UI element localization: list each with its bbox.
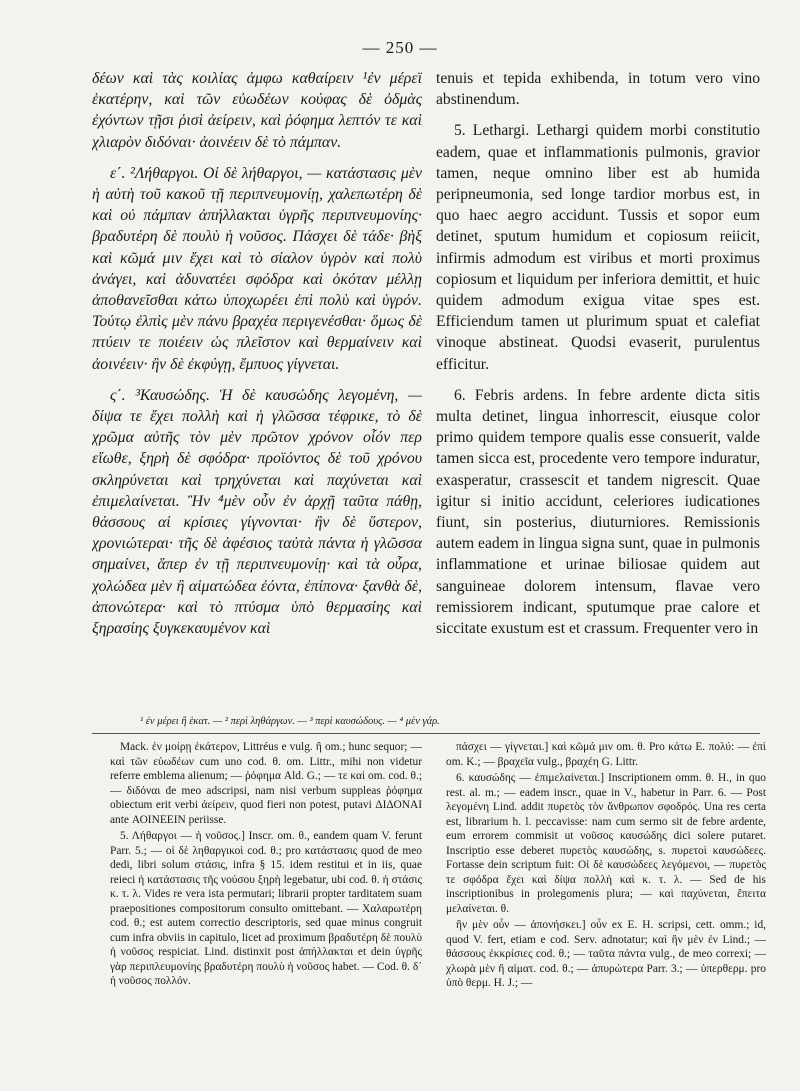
critical-apparatus-left xyxy=(110,740,422,1080)
footnote-line: ¹ ἐν μέρει ἢ ἑκατ. — ² περὶ ληθάργων. — ³ περὶ καυσώδους. — ⁴ μὲν γάρ. xyxy=(140,716,440,727)
apparatus-note: 6. καυσώδης — ἐπιμελαίνεται.] Inscriptionem omm. θ. H., in quo rest. al. m.; — eadem inscr., quae in V., habetur in Parr. 6. — Post λεγομένη Lind. addit πυρετὸς τὸν ἄνθρωπον σφοδρός. Una res certa est, librarium h. l. peccavisse: nam cum sermo sit de febre ardente, eum errorem commisit ut νοῦσος καυσώδης dici solere putaret. Inscriptio esse deberet πυρετὸς καυσώδης, s. πυρετοὶ καυσώδεες. Fortasse dein scriptum fuit: Οἱ δὲ καυσώδεες λεγόμενοι, — πυρετὸς τε σφόδρα ἔχει καὶ δίψα πολλὴ καὶ κ. τ. λ. — Sed de his inscriptionibus in prolegomenis plura; — καὶ παχύνεται, ἔπειτα μελαίνεται. θ. xyxy=(446,772,766,915)
latin-paragraph: 5. Lethargi. Lethargi quidem morbi constitutio eadem, quae et inflammationis pulmonis, gravior tamen, neque omnino liber est ab humida peripneumonia, sed longe tardior morbus est, in quo haec aegro accidunt. Tussis et sopor eum detinet, sputum humidum et copiosum reiicit, infirmis admodum est viribus et morti proximus copiosum et liquidum per inferiora demittit, et huic quidem admodum exigua vitae spes est. Efficiendum tamen ut plurimum spuat et calefiat vinoque abstineat. Quodsi evaserit, purulentus efficitur. xyxy=(436,122,760,373)
greek-paragraph: δέων καὶ τὰς κοιλίας ἀμφω καθαίρειν ¹ἐν μέρεϊ ἑκατέρην, καὶ τῶν εὐωδέων κούφας δὲ ὀδμὰς ἐχόντων τῇσι ῥισὶ ἀείρειν, καὶ ῥόφημα λεπτόν τε καὶ χλιαρὸν διδόναι· ἀοινέειν δὲ τὸ πάμπαν. xyxy=(92,70,422,151)
latin-paragraph: tenuis et tepida exhibenda, in totum vero vino abstinendum. xyxy=(436,70,760,109)
critical-apparatus-right xyxy=(446,740,766,1080)
greek-paragraph: ε΄. ²Λήθαργοι. Οἱ δὲ λήθαργοι, — κατάστασις μὲν ἡ αὐτὴ τοῦ κακοῦ τῇ περιπνευμονίῃ, χαλεπωτέρη δὲ καὶ οὐ πάμπαν ἀπήλλακται ὑγρῆς περιπνευμονίης· βραδυτέρη δὲ πουλὺ ἡ νοῦσος. Πάσχει δὲ τάδε· βὴξ καὶ κῶμά μιν ἔχει καὶ τὸ σίαλον ὑγρὸν καὶ πολὺ ἀνάγει, καὶ ἀδυνατέει σφόδρα καὶ ὁκόταν μέλλῃ ἀποθανεῖσθαι κάτω ὑποχωρέει ἐπὶ πολὺ καὶ ὑγρόν. Τούτῳ ἐλπὶς μὲν πάνυ βραχέα περιγενέσθαι· ὅμως δὲ πτύειν τε ποιέειν ὡς πλεῖστον καὶ θερμαίνειν καὶ ἀοινέειν· ἢν δὲ ἐκφύγῃ, ἔμπυος γίγνεται. xyxy=(92,164,422,373)
apparatus-note: ἢν μὲν οὖν — ἀπονήσκει.] οὖν ex E. H. scripsi, cett. omm.; id, quod V. fert, etiam e cod. Serv. adnotatur; καὶ ἢν μὲν ἐν Lind.; — θάσσους ἐκκρίσιες cod. θ.; — ταῦτα πάντα vulg., de meo correxi; — χλωρὰ μὲν ἢ αἱματ. cod. θ.; — ἀπυρώτερα Parr. 3.; — ὑπερθερμ. pro ὑπὸ θερμ. H. J.; — xyxy=(446,919,766,989)
greek-paragraph: ς΄. ³Καυσώδης. Ἡ δὲ καυσώδης λεγομένη, — δίψα τε ἔχει πολλὴ καὶ ἡ γλῶσσα τέφρικε, τὸ δὲ χρῶμα αὐτῆς τὸν μὲν πρῶτον χρόνον οἷόν περ εἴωθε, ξηρὴ δὲ σφόδρα· προϊόντος δὲ τοῦ χρόνου σκληρύνεται καὶ τρηχύνεται καὶ παχύνεται καὶ ἐπιμελαίνεται. Ἢν ⁴μὲν οὖν ἐν ἀρχῇ ταῦτα πάθῃ, θάσσους αἱ κρίσιες γίγνονται· ἢν δὲ ὕστερον, χρονιώτεραι· τῆς δὲ ἀφέσιος ταὐτὰ πάντα ἡ γλῶσσα σημαίνει, ἅπερ ἐν τῇ περιπνευμονίῃ· καὶ τὰ οὖρα, χολώδεα μὲν ἢ αἱματώδεα ἐόντα, ἐπίπονα· ξανθὰ δὲ, ἀπονώτερα· καὶ τὸ πτύσμα ὑπὸ θερμασίης καὶ ξηρασίης ξυγκεκαυμένον καὶ xyxy=(92,386,422,638)
apparatus-note: πάσχει — γίγνεται.] καὶ κῶμά μιν om. θ. Pro κάτω E. πολύ: — ἐπὶ om. K.; — βραχεῖα vulg., βραχέη G. Littr. xyxy=(446,741,766,768)
footnote-divider xyxy=(92,733,760,734)
greek-text-column xyxy=(92,68,422,703)
apparatus-note: Mack. ἐν μοίρῃ ἑκάτερον, Littréus e vulg. ἢ om.; hunc sequor; — καὶ τῶν εὐωδέων cum uno cod. θ. om. Littr., mihi non videtur referre emblema alienum; — ῥόφημα Ald. G.; — τε καὶ om. cod. θ.; — διδόναι de meo adscripsi, nam nisi verbum suppleas ῥόφημα obiectum erit verbi ἀείρειν, quod fieri non potest, putavi ΔΙΔΟΝΑΙ ante ΑΟΙΝΕΕΙΝ periisse. xyxy=(110,741,422,826)
latin-text-column xyxy=(436,68,760,703)
latin-paragraph: 6. Febris ardens. In febre ardente dicta sitis multa detinet, lingua inhorrescit, eiusque color primo quidem tempore qualis esse consuerit, valde tamen sicca est, procedente vero tempore induratur, exasperatur, crassescit et tandem nigrescit. Quae igitur si initio accidunt, celeriores iudicationes fiunt, sin posterius, diuturniores. Remissionis autem eadem in lingua signa sunt, quae in pulmonis inflammatione et urinae biliosae quidem aut sanguineae dolorem intensum, flavae vero remissiorem indicant, sputumque prae calore et siccitate exustum est et crassum. Frequenter vero in xyxy=(436,386,760,638)
apparatus-note: 5. Λήθαργοι — ἡ νοῦσος.] Inscr. om. θ., eandem quam V. ferunt Parr. 5.; — οἱ δὲ ληθαργικοὶ cod. θ.; pro κατάστασις quod de meo dedi, libri solum στάσις, infra § 15. idem restitui et in iis, quae reieci ἡ κατάστασις τῆς νούσου ξηρὴ legebatur, ubi cod. θ. ἡ στάσις κ. τ. λ. Vides re vera ista permutari; librarii propter tarditatem suam praepositiones compositorum consulto omittebant. — Χαλαρωτέρη cod. θ.; est autem correctio descriptoris, sed quae minus congruit cum infra obviis in capitulo, licet ad proximum βραδυτέρη δὲ πουλὺ ἡ νοῦσος respiciat. Lind. distinxit post ἀπήλλακται et dein ὑγρῆς γὰρ περιπλευμονίης βραδυτέρη πουλὺ ἡ νοῦσος habet. — Cod. θ. δ᾽ ἡ νοῦσος πολλόν. xyxy=(110,830,422,987)
page-number: — 250 — xyxy=(362,38,438,57)
